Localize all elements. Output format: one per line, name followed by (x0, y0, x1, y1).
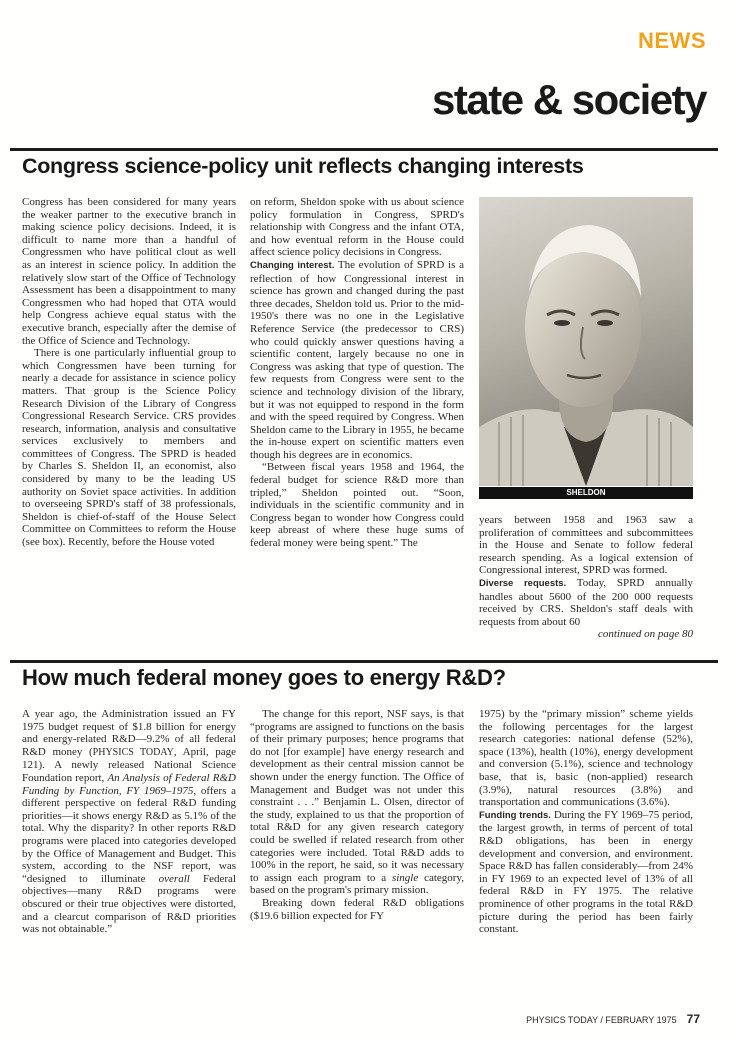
article2-column1 (22, 708, 236, 936)
article1-column3 (479, 514, 693, 641)
paragraph: on reform, Sheldon spoke with us about science policy formulation in Congress, SPRD's relationship with Congress and the infant OTA, and how eventual reform in the House could affect science policy decisions in Congress. (250, 196, 464, 259)
photo-caption: SHELDON (479, 487, 693, 499)
emphasis: single (391, 871, 419, 884)
continued-note: continued on page 80 (597, 628, 693, 641)
article1-column2 (250, 196, 464, 550)
text: The change for this report, NSF says, is that “programs are assigned to functions on the basis of their primary purposes; hence programs that do not [for example] have energy research and development as their central mission cannot be shown under the energy function. The Office of Management and Budget was not under this constraint . . .” Benjamin L. Olsen, director of the study, explained to us that the proportion of total R&D for any given research category could be swelled if related research from other categories were included. Total R&D adds to 100% in the report, he said, so it was necessary to assign each program to a (250, 708, 464, 884)
text: A year ago, the Administration issued an FY 1975 budget request of $1.8 billion for energy and energy-related R&D—9.2% of all federal R&D money ( (22, 708, 236, 758)
portrait-image (479, 197, 693, 486)
paragraph: 1975) by the “primary mission” scheme yields the following percentages for the largest research categories: national defense (52%), space (13%), health (10%), energy development and conversion (5.1%), science and technology base, that is, basic (non-applied) research (3.9%), natural resources (3.8%) and transportation and communications (3.6%). (479, 708, 693, 809)
text: , April, page 121). A newly released National Science Foundation report, (22, 745, 236, 784)
paragraph: years between 1958 and 1963 saw a proliferation of committees and subcommittees in the House and Senate to follow federal research spending. As a logical extension of Congressional interest, SPRD was formed. (479, 514, 693, 577)
magazine-name: PHYSICS TODAY (92, 746, 174, 758)
runin-heading: Funding trends. (479, 809, 551, 821)
paragraph-text: Today, SPRD annually handles about 5600 of the 200 000 requests received by CRS. Sheldon's staff deals with requests from about 60 (479, 576, 693, 628)
article2-column3 (479, 708, 693, 936)
sheldon-photo (479, 197, 693, 486)
text: offers a different perspective on federal R&D funding priorities—it shows energy R&D as 5.1% of the total. Why the disparity? In other reports R&D programs were placed into categories developed by the Office of Management and Budget. This system, according to the NSF report, was “designed to illuminate (22, 784, 236, 885)
paragraph: “Between fiscal years 1958 and 1964, the federal budget for science R&D more than tripled,” Sheldon pointed out. “Soon, individuals in the scientific community and in Congress began to wonder how Congress could keep abreast of where these huge sums of federal money were being spent.” The (250, 461, 464, 550)
page-number: 77 (686, 1012, 700, 1026)
section-label: NEWS (638, 28, 706, 53)
top-rule (10, 148, 718, 151)
paragraph-text: The evolution of SPRD is a reflection of how Congressional interest in science has grown and changed during the past three decades, Sheldon told us. Prior to the mid-1950's there was no one in the Legislative Reference Service (the predecessor to CRS) who could quickly answer questions having a scientific content, largely because no one in Congress was asking that type of question. The few requests from Congress were sent to the science and technology division of the library, but it was not equipped to respond in the form and with the speed required by Congress. When Sheldon came to the Library in 1955, he became the in-house expert on scientific matters even though his degrees are in economics. (250, 258, 464, 461)
paragraph (250, 708, 464, 897)
middle-rule (10, 660, 718, 663)
footer-publication: PHYSICS TODAY / FEBRUARY 1975 (526, 1015, 677, 1025)
page-footer (480, 1012, 700, 1026)
headline-energy: How much federal money goes to energy R&D? (22, 665, 506, 690)
emphasis: overall (158, 872, 190, 885)
paragraph (250, 259, 464, 462)
text: category, based on the program's primary mission. (250, 871, 464, 897)
paragraph: Congress has been considered for many years the weaker partner to the executive branch in making science policy decisions. Indeed, it is difficult to name more than a handful of Congressmen who have political clout as well as an interest in science policy. In addition the relatively slow start of the Office of Technology Assessment has been a disappointment to many Congressmen who had hoped that OTA would help Congress achieve equal status with the executive branch, especially after the demise of the Office of Science and Technology. (22, 196, 236, 347)
runin-heading: Diverse requests. (479, 577, 567, 589)
article1-column1 (22, 196, 236, 549)
runin-heading: Changing interest. (250, 259, 335, 271)
article2-column2 (250, 708, 464, 922)
department-title: state & society (432, 76, 706, 123)
report-title: An Analysis of Federal R&D Funding by Function, FY 1969–1975, (22, 771, 236, 797)
headline-congress: Congress science-policy unit reflects changing interests (22, 154, 584, 178)
text: Federal objectives—many R&D programs were obscured or their true objectives were distorted, and a clearcut comparison of R&D priorities was not obtainable.” (22, 872, 236, 936)
paragraph-text: During the FY 1969–75 period, the largest growth, in terms of percent of total R&D obligations, has been in energy development and conversion, and environment. Space R&D has fallen considerably—from 24% in FY 1969 to an expected level of 13% of all federal R&D in FY 1975. The relative prominence of other programs in the total R&D picture during the period has been fairly constant. (479, 808, 693, 936)
paragraph: There is one particularly influential group to which Congressmen have been turning for nearly a decade for assistance in science policy matters. That group is the Science Policy Research Division of the Library of Congress Congressional Research Service. CRS provides research, information, analysis and consultative services exclusively to members and committees of Congress. The SPRD is headed by Charles S. Sheldon II, an economist, also considered by many to be the leading US authority on Soviet space activities. In addition to overseeing SPRD's staff of 38 professionals, Sheldon is chief-of-staff of the House Select Committee on Committees to reform the House (see box). Recently, before the House voted (22, 347, 236, 549)
paragraph (479, 809, 693, 936)
paragraph: Breaking down federal R&D obligations ($19.6 billion expected for FY (250, 896, 464, 922)
paragraph (479, 577, 693, 628)
paragraph (22, 708, 236, 936)
